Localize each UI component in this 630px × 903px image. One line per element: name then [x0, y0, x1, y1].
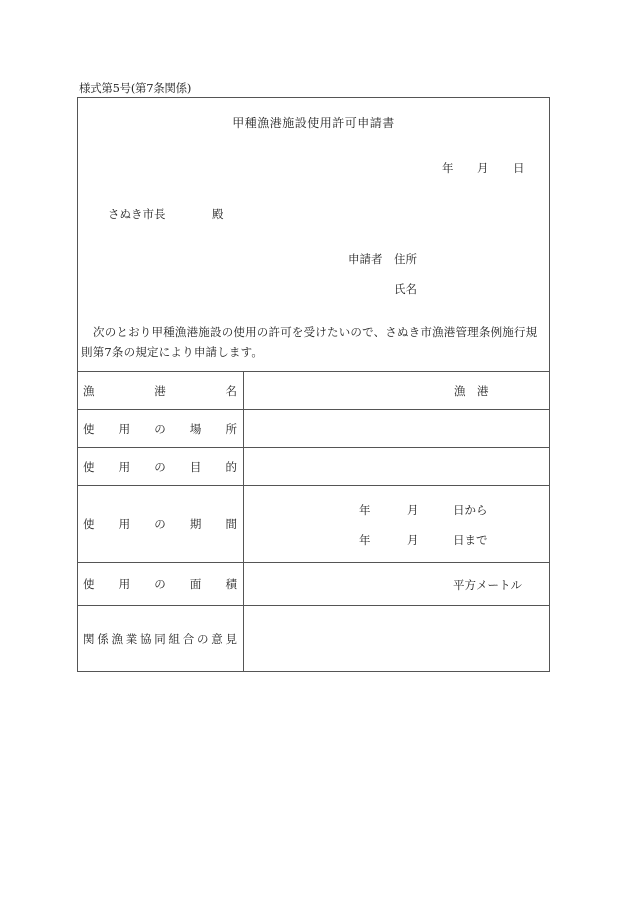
period-to-day: 日まで: [453, 533, 488, 547]
cooperative-opinion-field[interactable]: [244, 606, 549, 672]
table-row-cooperative-opinion: [78, 606, 549, 672]
row-label-area: 使 用 の 面 積: [83, 577, 237, 591]
area-of-use-field[interactable]: [244, 563, 549, 605]
date-month-field[interactable]: 月: [477, 161, 489, 175]
table-row-area: [78, 563, 549, 606]
row-label-cooperative-opinion: 関 係 漁 業 協 同 組 合 の 意 見: [83, 632, 237, 646]
form-number-label: 様式第5号(第7条関係): [79, 81, 192, 95]
table-row-period: [78, 486, 549, 563]
application-form: [77, 97, 550, 672]
date-day-field[interactable]: 日: [513, 161, 525, 175]
applicant-address-field[interactable]: 住所: [394, 252, 417, 266]
port-name-field[interactable]: 漁 港: [454, 384, 489, 398]
place-of-use-field[interactable]: [244, 410, 549, 447]
table-column-divider: [243, 371, 244, 671]
period-to-year: 年: [359, 533, 371, 547]
period-from-month: 月: [407, 503, 419, 517]
period-from-day: 日から: [453, 503, 488, 517]
period-from-year: 年: [359, 503, 371, 517]
addressee-honorific: 殿: [212, 207, 224, 221]
row-label-place: 使 用 の 場 所: [83, 421, 237, 436]
applicant-label: 申請者: [348, 252, 383, 266]
date-year-field[interactable]: 年: [442, 161, 454, 175]
row-label-port-name: 漁 港 名: [83, 383, 237, 398]
table-row-port-name: [78, 372, 549, 410]
area-unit: 平方メートル: [453, 578, 522, 592]
row-label-purpose: 使 用 の 目 的: [83, 459, 237, 474]
table-row-purpose: [78, 448, 549, 486]
period-to-month: 月: [407, 533, 419, 547]
row-label-period: 使 用 の 期 間: [83, 517, 237, 531]
period-of-use-field[interactable]: [244, 486, 549, 562]
purpose-of-use-field[interactable]: [244, 448, 549, 485]
addressee-name: さぬき市長: [108, 207, 166, 221]
applicant-name-field[interactable]: 氏名: [394, 282, 417, 296]
table-row-place: [78, 410, 549, 448]
form-title: 甲種漁港施設使用許可申請書: [232, 116, 395, 130]
application-statement: 次のとおり甲種漁港施設の使用の許可を受けたいので、さぬき市漁港管理条例施行規則第7条の規定により申請します。: [81, 325, 538, 359]
